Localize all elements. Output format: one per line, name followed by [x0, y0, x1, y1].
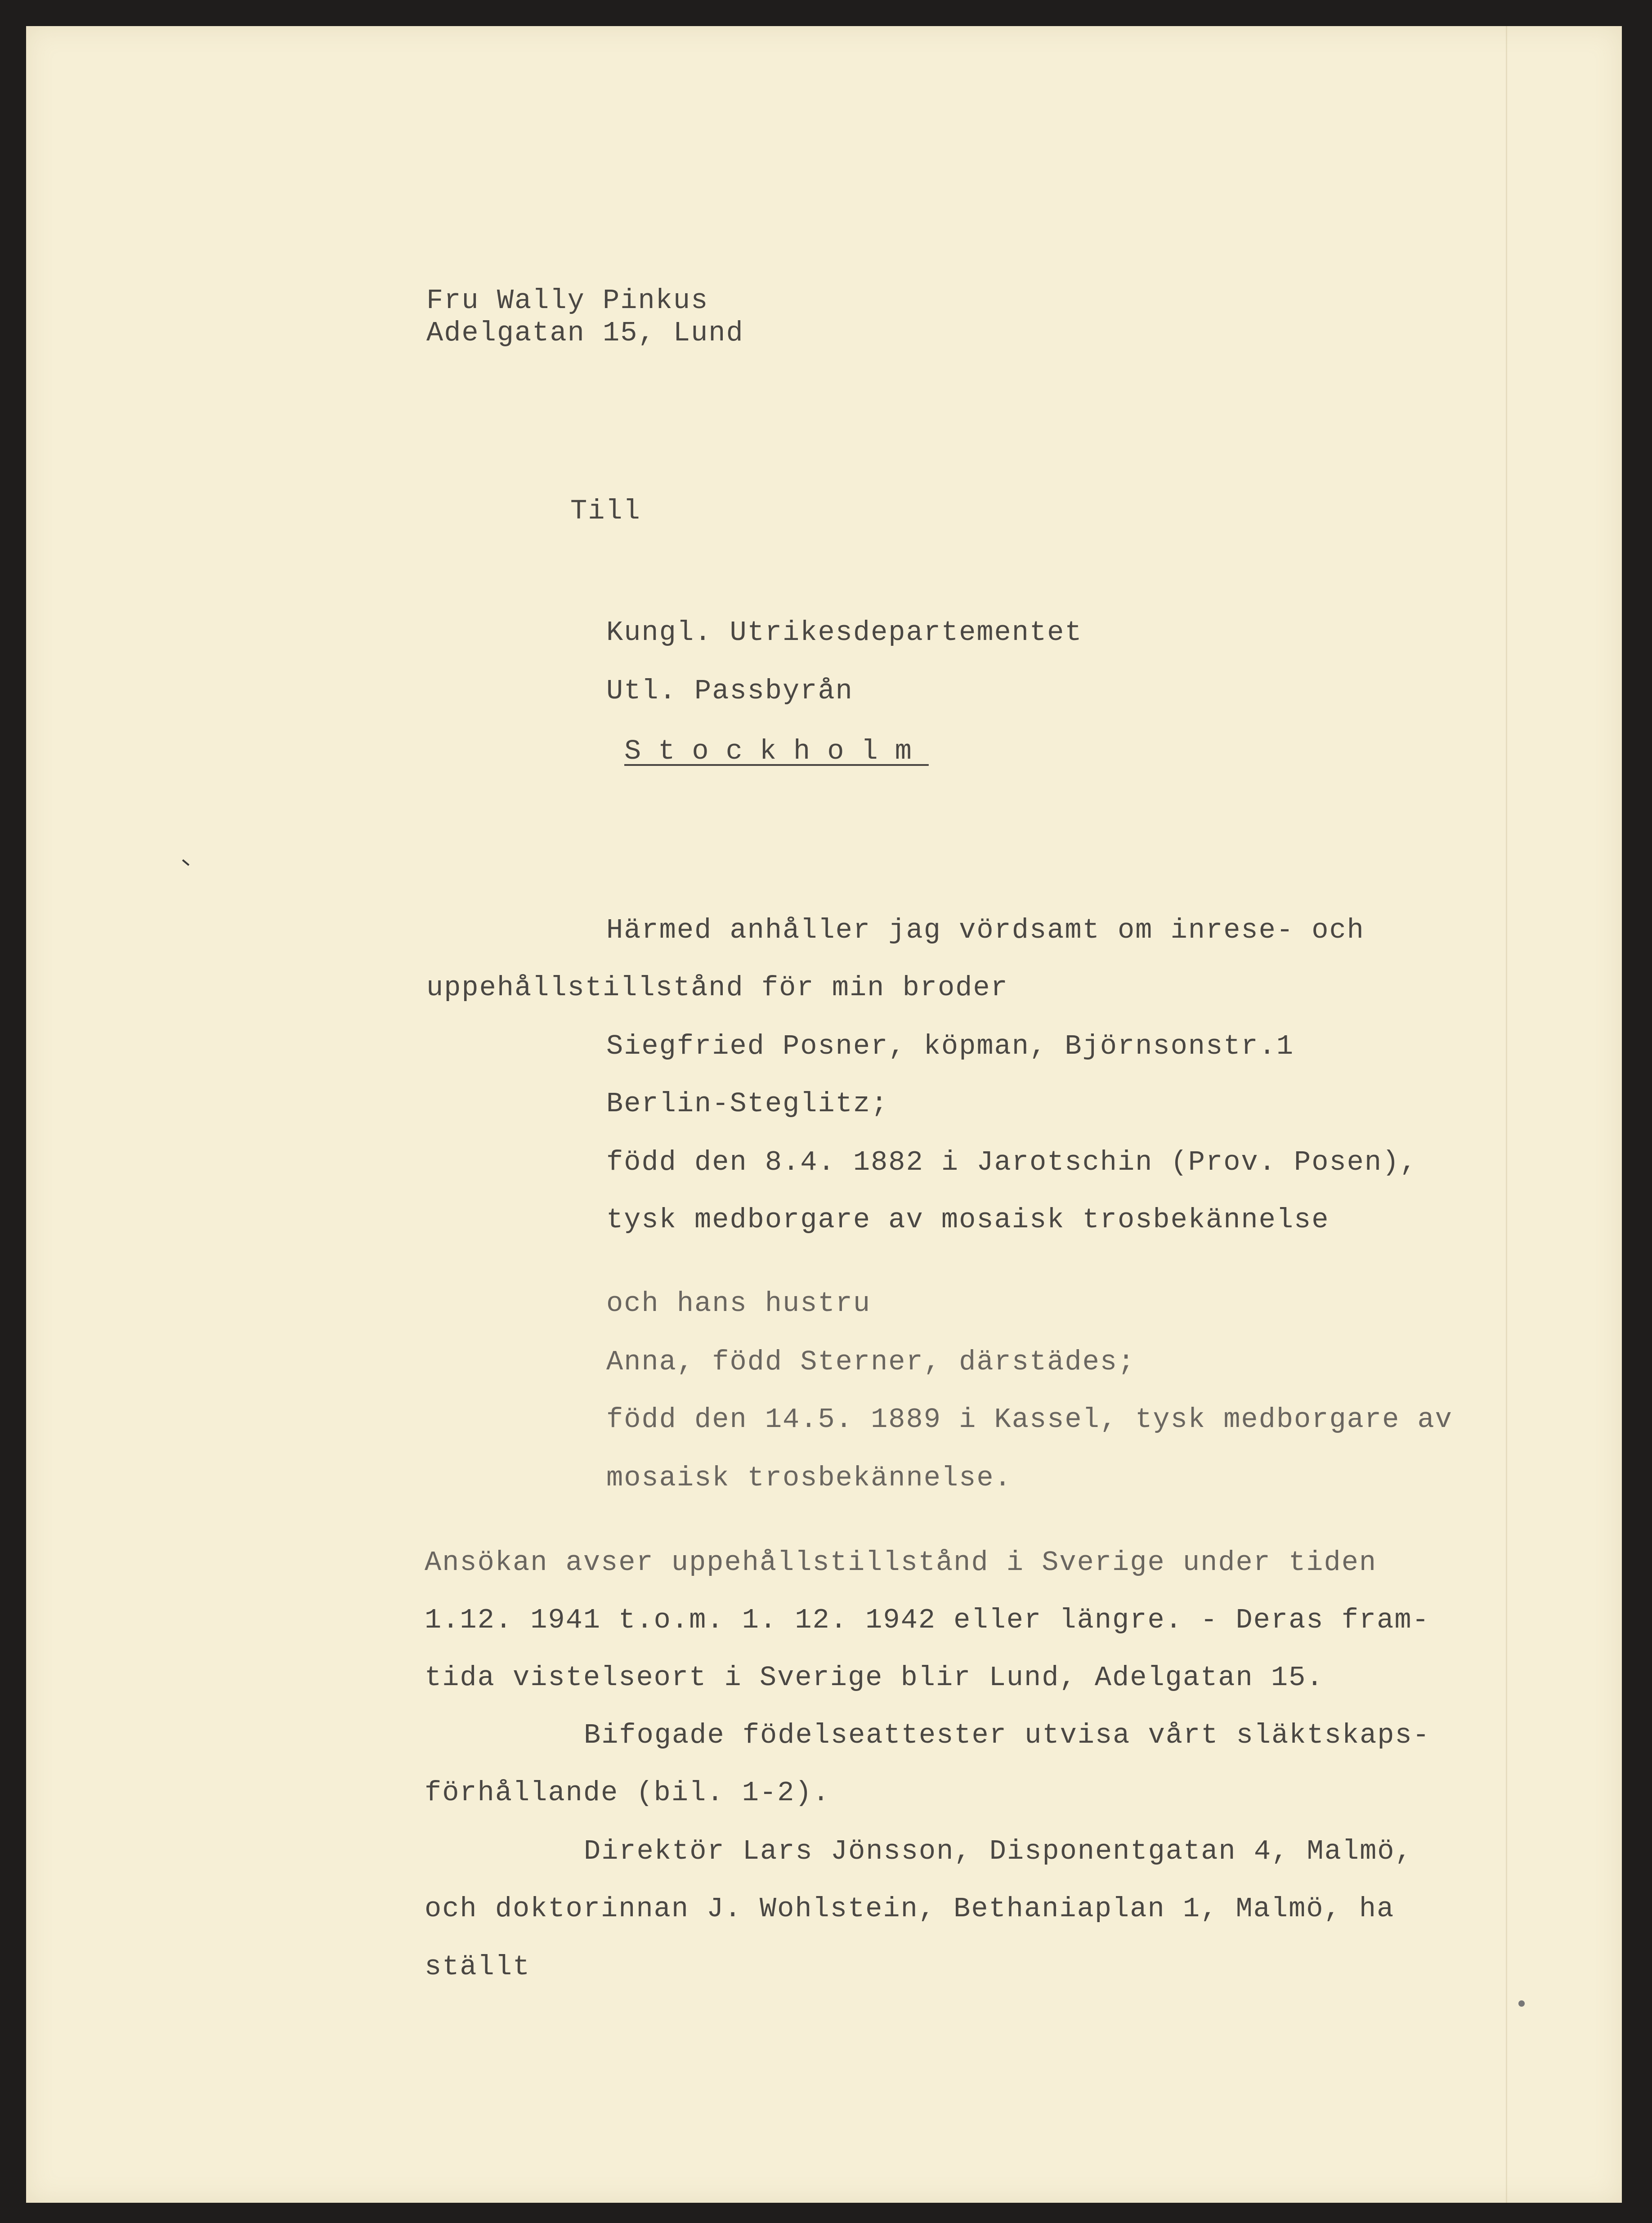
body-line: tida vistelseort i Sverige blir Lund, Adelgatan 15.: [425, 1662, 1324, 1694]
body-line: Siegfried Posner, köpman, Björnsonstr.1: [606, 1030, 1294, 1062]
body-line: Ansökan avser uppehållstillstånd i Sverige under tiden: [425, 1547, 1377, 1579]
body-line: mosaisk trosbekännelse.: [606, 1462, 1012, 1494]
paper-fold: [1506, 26, 1507, 2203]
paper-mark: [182, 859, 189, 866]
sender-address: Adelgatan 15, Lund: [426, 317, 744, 349]
body-line: tysk medborgare av mosaisk trosbekännelse: [606, 1204, 1330, 1236]
body-line: född den 14.5. 1889 i Kassel, tysk medborgare av: [606, 1404, 1453, 1436]
sender-name: Fru Wally Pinkus: [426, 285, 709, 317]
body-line: Bifogade födelseattester utvisa vårt släktskaps-: [584, 1719, 1430, 1751]
body-line: 1.12. 1941 t.o.m. 1. 12. 1942 eller längre. - Deras fram-: [425, 1604, 1430, 1636]
body-line: Anna, född Sterner, därstädes;: [606, 1346, 1136, 1378]
body-line: Direktör Lars Jönsson, Disponentgatan 4, Malmö,: [584, 1835, 1413, 1867]
salutation: Till: [570, 495, 641, 527]
body-line: Berlin-Steglitz;: [606, 1088, 889, 1120]
letter-page: [26, 26, 1622, 2203]
body-line: född den 8.4. 1882 i Jarotschin (Prov. Posen),: [606, 1146, 1418, 1178]
recipient-city: Stockholm: [624, 735, 929, 767]
recipient-office: Utl. Passbyrån: [606, 675, 853, 707]
body-line: ställt: [425, 1951, 531, 1983]
body-line: förhållande (bil. 1-2).: [425, 1777, 830, 1809]
body-line: uppehållstillstånd för min broder: [426, 972, 1008, 1004]
recipient-department: Kungl. Utrikesdepartementet: [606, 617, 1083, 649]
body-line: Härmed anhåller jag vördsamt om inrese- och: [606, 914, 1365, 946]
paper-mark: [1518, 2000, 1525, 2007]
body-line: och doktorinnan J. Wohlstein, Bethaniaplan 1, Malmö, ha: [425, 1893, 1395, 1925]
body-line: och hans hustru: [606, 1288, 871, 1319]
